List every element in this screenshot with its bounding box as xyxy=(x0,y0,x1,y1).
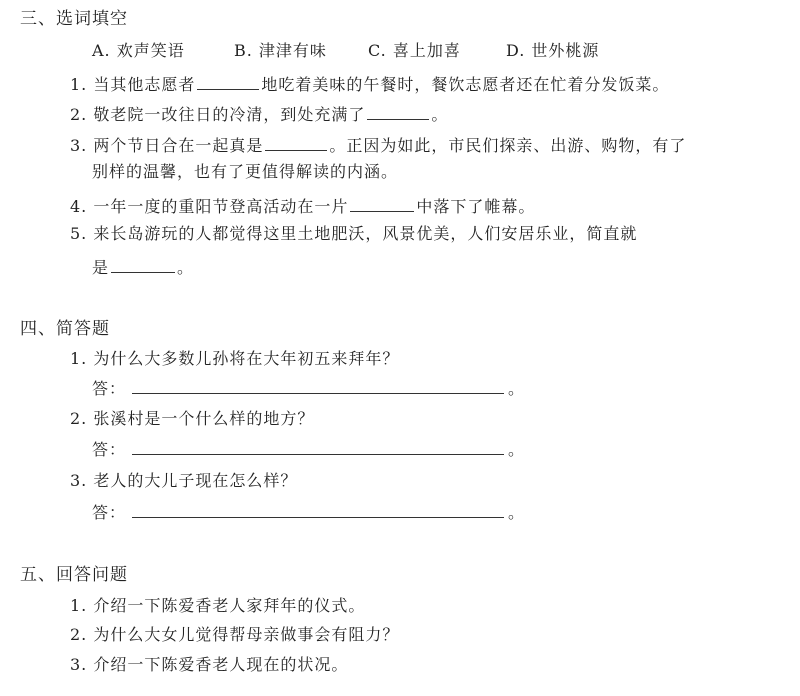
item-text-post: 中落下了帷幕。 xyxy=(416,197,536,216)
fill-item-3 xyxy=(70,132,686,157)
discussion-question-3 xyxy=(70,654,348,676)
discussion-question-2 xyxy=(70,624,399,646)
word-options xyxy=(92,40,599,62)
fill-blank xyxy=(367,101,429,120)
discussion-question-1 xyxy=(70,595,365,617)
fill-item-1 xyxy=(70,71,669,96)
item-number: 5. xyxy=(70,224,88,243)
item-number: 1. xyxy=(70,596,88,615)
item-text-post: 。正因为如此，市民们探亲、出游、购物，有了 xyxy=(329,136,687,155)
item-number: 2. xyxy=(70,409,88,428)
question-text: 介绍一下陈爱香老人现在的状况。 xyxy=(93,655,349,674)
answer-end: 。 xyxy=(508,440,526,459)
section4-heading: 四、简答题 xyxy=(20,319,110,339)
answer-label: 答： xyxy=(92,379,127,398)
short-answer-question-3 xyxy=(70,470,297,492)
question-text: 老人的大儿子现在怎么样？ xyxy=(93,471,298,490)
option-d: D. 世外桃源 xyxy=(506,41,600,60)
short-answer-question-2 xyxy=(70,408,314,430)
item-text-pre: 一年一度的重阳节登高活动在一片 xyxy=(93,197,349,216)
answer-line xyxy=(132,501,504,518)
item-text-post: 。 xyxy=(431,105,449,124)
answer-label: 答： xyxy=(92,440,127,459)
option-b: B. 津津有味 xyxy=(234,41,327,60)
answer-label: 答： xyxy=(92,503,127,522)
fill-item-4 xyxy=(70,193,535,218)
answer-end: 。 xyxy=(508,503,526,522)
fill-item-5-continued xyxy=(92,254,194,279)
question-text: 为什么大女儿觉得帮母亲做事会有阻力？ xyxy=(93,625,400,644)
item-text-post: 。 xyxy=(177,258,195,277)
answer-line xyxy=(132,438,504,455)
item-text-cont: 是 xyxy=(92,258,110,277)
option-a: A. 欢声笑语 xyxy=(92,41,185,60)
option-c: C. 喜上加喜 xyxy=(368,41,461,60)
short-answer-question-1 xyxy=(70,348,399,370)
question-text: 为什么大多数儿孙将在大年初五来拜年？ xyxy=(93,349,400,368)
fill-blank xyxy=(265,132,327,151)
item-text-pre: 来长岛游玩的人都觉得这里土地肥沃，风景优美，人们安居乐业，简直就 xyxy=(93,224,638,243)
fill-blank xyxy=(197,71,259,90)
section3-heading: 三、选词填空 xyxy=(20,9,128,29)
item-text-pre: 当其他志愿者 xyxy=(93,75,196,94)
answer-line xyxy=(132,377,504,394)
answer-end: 。 xyxy=(508,379,526,398)
answer-row-3 xyxy=(92,501,525,524)
item-number: 3. xyxy=(70,471,88,490)
fill-item-3-continued: 别样的温馨，也有了更值得解读的内涵。 xyxy=(92,162,399,181)
item-number: 1. xyxy=(70,349,88,368)
answer-row-2 xyxy=(92,438,525,461)
fill-blank xyxy=(111,254,175,273)
fill-item-2 xyxy=(70,101,448,126)
item-number: 3. xyxy=(70,655,88,674)
item-number: 1. xyxy=(70,75,88,94)
item-text-post: 地吃着美味的午餐时，餐饮志愿者还在忙着分发饭菜。 xyxy=(261,75,670,94)
answer-row-1 xyxy=(92,377,525,400)
item-number: 2. xyxy=(70,105,88,124)
fill-blank xyxy=(350,193,414,212)
section5-heading: 五、回答问题 xyxy=(20,565,128,585)
item-text-pre: 两个节日合在一起真是 xyxy=(93,136,264,155)
question-text: 介绍一下陈爱香老人家拜年的仪式。 xyxy=(93,596,366,615)
item-number: 4. xyxy=(70,197,88,216)
question-text: 张溪村是一个什么样的地方？ xyxy=(93,409,315,428)
item-number: 2. xyxy=(70,625,88,644)
item-text-pre: 敬老院一改往日的冷清，到处充满了 xyxy=(93,105,366,124)
fill-item-5 xyxy=(70,223,637,245)
item-number: 3. xyxy=(70,136,88,155)
